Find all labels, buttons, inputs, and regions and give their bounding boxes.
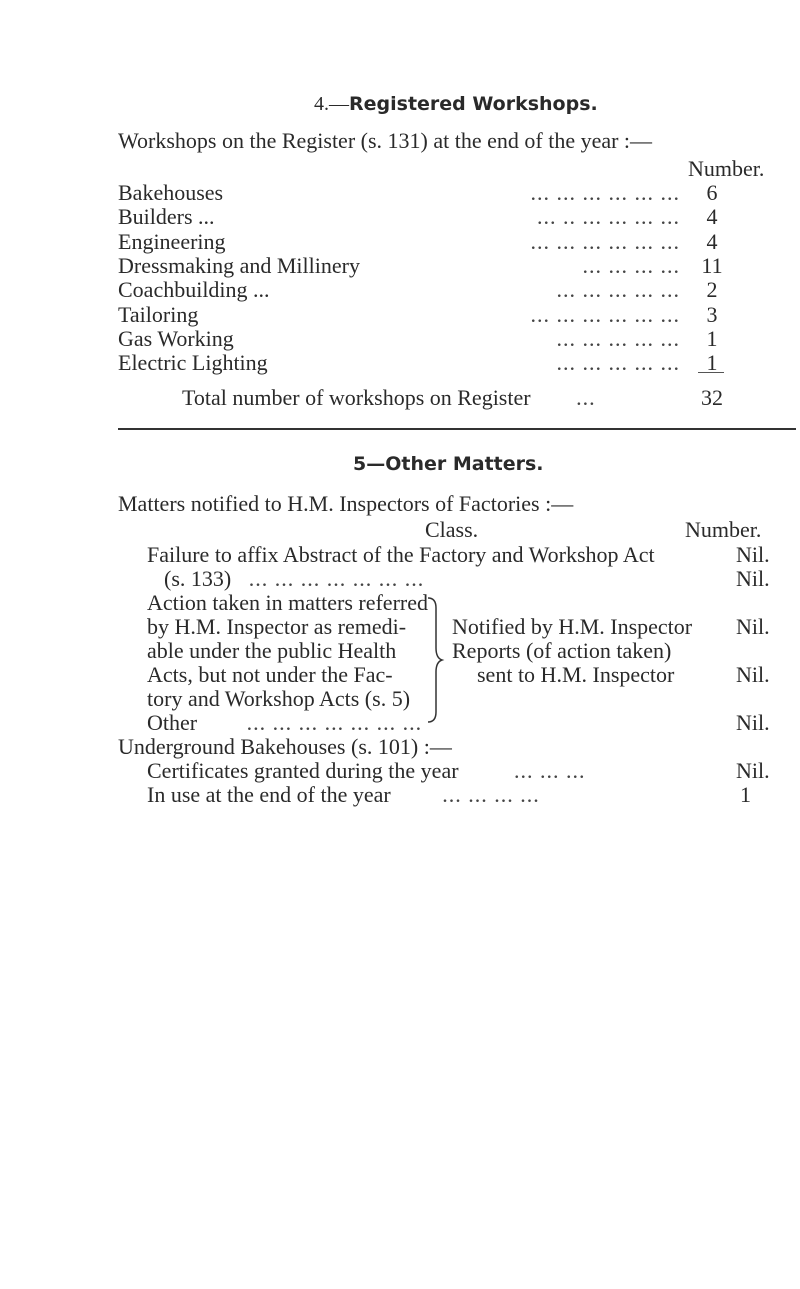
workshop-dots: ... ... ... ... (582, 253, 680, 278)
workshop-count: 1 (706, 350, 718, 375)
in-use-row (147, 782, 540, 807)
reports-line-1: Reports (of action taken) (452, 638, 672, 663)
failure-value-2: Nil. (736, 566, 770, 591)
action-line: able under the public Health (147, 638, 397, 663)
section-divider (118, 428, 796, 430)
workshop-row (118, 277, 270, 302)
failure-line-2 (164, 566, 424, 591)
other-value: Nil. (736, 710, 770, 735)
reports-value: Nil. (736, 662, 770, 687)
workshop-label: Bakehouses (118, 180, 224, 205)
section-4-heading (314, 92, 598, 117)
failure-value-1: Nil. (736, 542, 770, 567)
number-column-header: Number. (688, 156, 765, 181)
heading-dash: — (329, 93, 349, 115)
workshop-dots: ... ... ... ... ... ... (530, 180, 680, 205)
workshop-dots: ... ... ... ... ... (556, 277, 680, 302)
section-5-heading: 5—Other Matters. (353, 453, 544, 475)
workshop-count: 3 (706, 302, 718, 327)
right-brace-icon (426, 596, 446, 724)
total-row (182, 385, 596, 410)
workshop-count: 6 (706, 180, 718, 205)
workshop-count: 1 (706, 326, 718, 351)
notified-value: Nil. (736, 614, 770, 639)
workshop-dots: ... .. ... ... ... ... (537, 204, 680, 229)
action-line: by H.M. Inspector as remedi- (147, 614, 407, 639)
workshop-row (118, 180, 223, 205)
in-use-dots: ... ... ... ... (442, 782, 540, 807)
workshop-dots: ... ... ... ... ... (556, 326, 680, 351)
certificates-dots: ... ... ... (514, 758, 586, 783)
certificates-label: Certificates granted during the year (147, 758, 459, 783)
workshop-row (118, 326, 234, 351)
action-line: Action taken in matters referred (147, 590, 428, 615)
section-5-intro: Matters notified to H.M. Inspectors of Factories :— (118, 491, 574, 516)
action-line: tory and Workshop Acts (s. 5) (147, 686, 411, 711)
number-column-header-2: Number. (685, 517, 762, 542)
certificates-value: Nil. (736, 758, 770, 783)
workshop-label: Dressmaking and Millinery (118, 253, 360, 278)
heading-text: Registered Workshops. (349, 93, 598, 115)
workshop-count: 2 (706, 277, 718, 302)
workshop-label: Electric Lighting (118, 350, 268, 375)
workshop-label: Coachbuilding ... (118, 277, 270, 302)
workshop-row (118, 253, 360, 278)
workshop-dots: ... ... ... ... ... ... (530, 229, 680, 254)
notified-label: Notified by H.M. Inspector (452, 614, 693, 639)
failure-section-ref: (s. 133) (164, 566, 232, 591)
workshop-label: Engineering (118, 229, 226, 254)
workshop-row (118, 229, 226, 254)
workshop-dots: ... ... ... ... ... ... (530, 302, 680, 327)
total-rule (698, 372, 724, 373)
total-dots: ... (576, 385, 596, 410)
section-4-intro: Workshops on the Register (s. 131) at the end of the year :— (118, 128, 653, 153)
underground-heading: Underground Bakehouses (s. 101) :— (118, 734, 452, 759)
certificates-row (147, 758, 586, 783)
workshop-label: Builders ... (118, 204, 215, 229)
workshop-count: 4 (706, 229, 718, 254)
workshop-row (118, 204, 215, 229)
workshop-count: 4 (706, 204, 718, 229)
failure-dots: ... ... ... ... ... ... ... (248, 566, 425, 591)
in-use-value: 1 (740, 782, 751, 807)
class-column-header: Class. (425, 517, 479, 542)
in-use-label: In use at the end of the year (147, 782, 391, 807)
other-row (147, 710, 422, 735)
workshop-label: Gas Working (118, 326, 234, 351)
action-line: Acts, but not under the Fac- (147, 662, 393, 687)
workshop-row (118, 302, 198, 327)
reports-line-2: sent to H.M. Inspector (477, 662, 675, 687)
workshop-label: Tailoring (118, 302, 199, 327)
heading-number: 4. (314, 93, 329, 115)
workshop-count: 11 (701, 253, 723, 278)
failure-line-1: Failure to affix Abstract of the Factory and Workshop Act (147, 542, 655, 567)
workshop-row (118, 350, 268, 375)
total-label: Total number of workshops on Register (182, 385, 531, 410)
total-value: 32 (701, 385, 723, 410)
workshop-dots: ... ... ... ... ... (556, 350, 680, 375)
other-label: Other (147, 710, 198, 735)
other-dots: ... ... ... ... ... ... ... (246, 710, 423, 735)
